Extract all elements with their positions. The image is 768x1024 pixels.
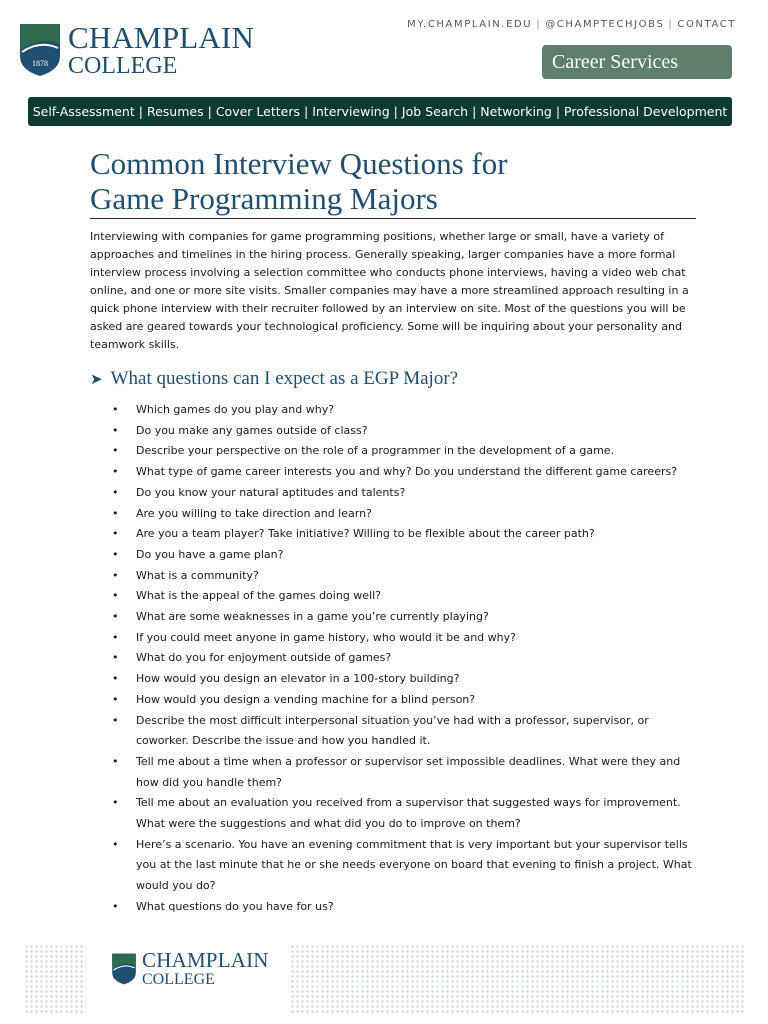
list-item: • What do you for enjoyment outside of games? <box>112 648 702 669</box>
link-champtechjobs[interactable]: @CHAMPTECHJOBS <box>545 19 665 30</box>
logo-line2: COLLEGE <box>68 53 178 79</box>
footer-logo-line2: COLLEGE <box>142 971 215 988</box>
section-heading-text: What questions can I expect as a EGP Major? <box>110 368 459 389</box>
shield-icon <box>111 952 137 986</box>
intro-paragraph: Interviewing with companies for game programming positions, whether large or small, have a variety of approaches and timelines in the hiring process. Generally speaking, larger companies have a more formal interview process involving a selection committee who conducts phone interviews, having a video web chat online, and one or more site visits. Smaller companies may have a more streamlined approach resulting in a quick phone interview with their recruiter followed by an interview on site. Most of the questions you will be asked are geared towards your technological proficiency. Some will be inquiring about your personality and teamwork skills. <box>90 230 689 351</box>
footer-logo-line1: CHAMPLAIN <box>142 948 269 972</box>
arrow-bullet-icon: ➤ <box>90 371 103 388</box>
nav-self-assessment[interactable]: Self-Assessment <box>32 104 135 119</box>
champlain-logo[interactable] <box>18 22 254 78</box>
title-line1: Common Interview Questions for <box>90 146 508 181</box>
list-item: • What type of game career interests you and why? Do you understand the different game careers? <box>112 462 702 483</box>
nav-separator: | <box>555 104 561 119</box>
nav-separator: | <box>207 104 212 119</box>
seal-year: 1878 <box>32 59 48 68</box>
nav-separator: | <box>303 104 309 119</box>
shield-icon <box>18 22 62 78</box>
list-item: • Are you willing to take direction and learn? <box>112 504 702 525</box>
list-item: • Tell me about an evaluation you received from a supervisor that suggested ways for improvement. What were the suggestions and what did you do to improve on them? <box>112 793 702 834</box>
list-item: • Which games do you play and why? <box>112 400 702 421</box>
title-line2: Game Programming Majors <box>90 181 438 216</box>
nav-interviewing[interactable]: Interviewing <box>312 104 390 119</box>
list-item: • Do you make any games outside of class? <box>112 421 702 442</box>
nav-separator: | <box>472 104 477 119</box>
questions-list <box>112 400 702 918</box>
nav-cover-letters[interactable]: Cover Letters <box>215 104 300 119</box>
logo-line1: CHAMPLAIN <box>68 20 255 55</box>
list-item: • How would you design a vending machine for a blind person? <box>112 690 702 711</box>
link-contact[interactable]: CONTACT <box>677 19 736 30</box>
list-item: • What are some weaknesses in a game you’re currently playing? <box>112 607 702 628</box>
list-item: • Do you have a game plan? <box>112 545 702 566</box>
top-link-separator: | <box>668 19 674 30</box>
list-item: • Do you know your natural aptitudes and talents? <box>112 483 702 504</box>
list-item: • Tell me about a time when a professor or supervisor set impossible deadlines. What were they and how did you handle them? <box>112 752 702 793</box>
list-item: • Describe the most difficult interpersonal situation you’ve had with a professor, supervisor, or coworker. Describe the issue and how you handled it. <box>112 711 702 752</box>
list-item: • How would you design an elevator in a 100-story building? <box>112 669 702 690</box>
list-item: • If you could meet anyone in game history, who would it be and why? <box>112 628 702 649</box>
list-item: • Here’s a scenario. You have an evening commitment that is very important but your supervisor tells you at the last minute that he or she needs everyone on board that evening to finish a project. What would you do? <box>112 835 702 897</box>
list-item: • What is the appeal of the games doing well? <box>112 586 702 607</box>
list-item: • Describe your perspective on the role of a programmer in the development of a game. <box>112 441 702 462</box>
list-item: • Are you a team player? Take initiative? Willing to be flexible about the career path? <box>112 524 702 545</box>
nav-separator: | <box>138 104 143 119</box>
list-item: • What is a community? <box>112 566 702 587</box>
nav-bar <box>28 97 732 126</box>
link-my-champlain[interactable]: MY.CHAMPLAIN.EDU <box>407 19 533 30</box>
footer-logo <box>111 950 269 988</box>
top-link-separator: | <box>536 19 542 30</box>
top-links <box>407 19 736 30</box>
footer-dot-pattern-right <box>290 944 744 1014</box>
nav-separator: | <box>393 104 398 119</box>
footer-dot-pattern-left <box>24 944 86 1014</box>
nav-resumes[interactable]: Resumes <box>146 104 204 119</box>
nav-networking[interactable]: Networking <box>480 104 552 119</box>
section-heading <box>90 368 458 390</box>
nav-professional-development[interactable]: Professional Development <box>564 104 728 119</box>
list-item: • What questions do you have for us? <box>112 897 702 918</box>
page-title <box>90 146 696 219</box>
nav-job-search[interactable]: Job Search <box>401 104 469 119</box>
career-services-button[interactable]: Career Services <box>542 45 732 79</box>
